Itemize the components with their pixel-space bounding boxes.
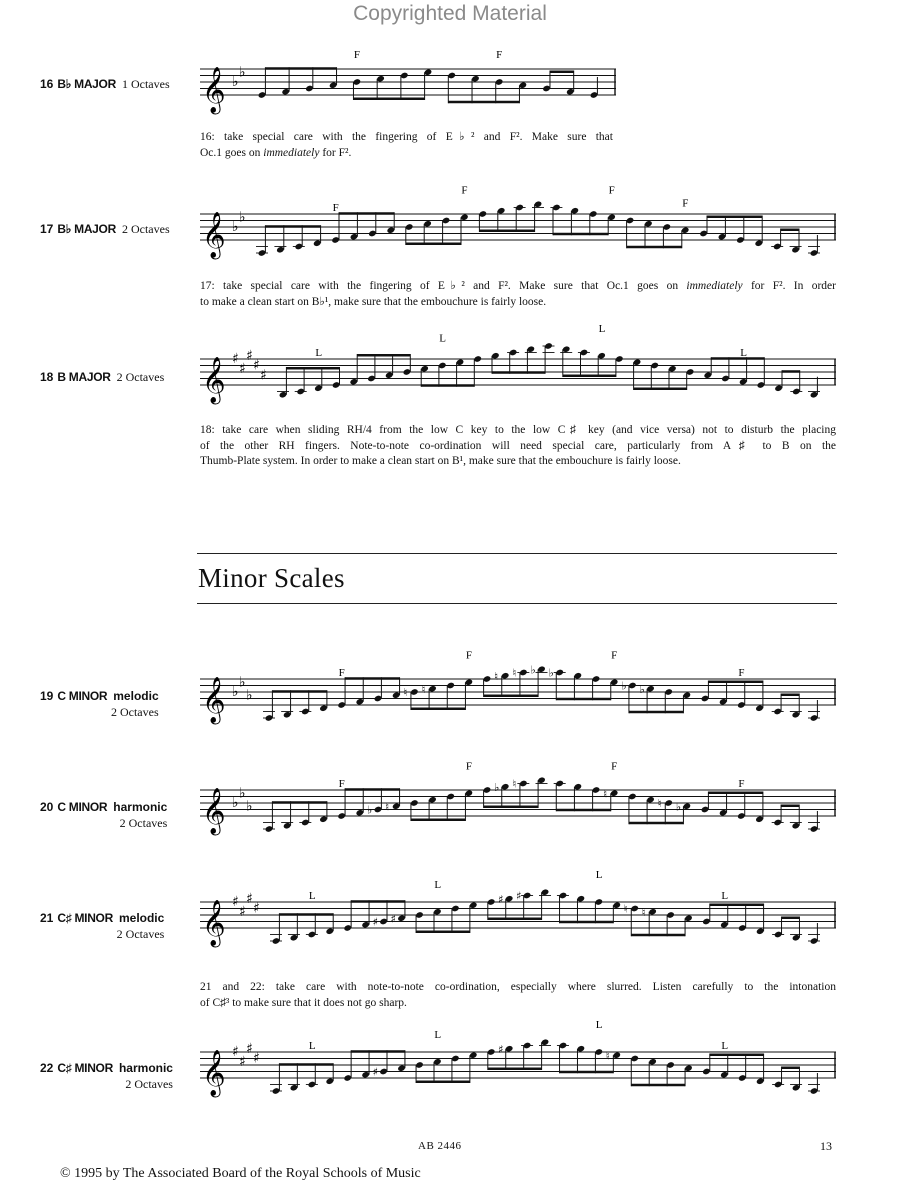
scale-octaves: 2 Octaves (121, 222, 170, 236)
svg-text:♯: ♯ (372, 1065, 378, 1079)
scale-type: harmonic (113, 800, 168, 814)
scale-number: 22 (40, 1061, 54, 1075)
note-17-line-1: 17: take special care with the fingering of E♭² and F². Make sure that Oc.1 goes on immediately for F². In order (200, 280, 836, 292)
fingering-marking: F (682, 197, 689, 210)
svg-text:♭: ♭ (639, 682, 645, 696)
scale-19-label (40, 688, 159, 720)
fingering-marking: L (595, 869, 603, 881)
note-16 (200, 130, 613, 161)
fingering-marking: F (338, 778, 345, 790)
note-21 (200, 980, 836, 1011)
svg-text:♯: ♯ (390, 912, 396, 926)
svg-text:♭: ♭ (367, 803, 373, 817)
notes (270, 1038, 820, 1094)
fingering-marking: L (434, 878, 442, 891)
staff-20 (200, 760, 840, 841)
section-rule-top (197, 553, 837, 554)
staff-22 (200, 1019, 840, 1103)
svg-text:♯: ♯ (498, 892, 504, 906)
svg-text:♮: ♮ (494, 669, 499, 683)
svg-text:♮: ♮ (403, 686, 408, 699)
staff-21 (200, 869, 840, 953)
svg-text:♭: ♭ (239, 785, 246, 802)
copyright-watermark: Copyrighted Material (353, 2, 547, 25)
treble-clef-icon: 𝄞 (202, 212, 226, 258)
staff-17 (200, 184, 840, 265)
staff-19 (200, 649, 840, 730)
scale-number: 17 (40, 222, 54, 236)
scale-octaves: 2 Octaves (116, 370, 165, 384)
svg-text:♮: ♮ (385, 800, 390, 814)
note-18-line-1: 18: take care when sliding RH/4 from the low C key to the low C♯ key (and vice versa) not to disturb the placing (200, 424, 836, 436)
scale-key: C♯ MINOR (57, 911, 113, 925)
staff-18 (200, 322, 840, 410)
treble-clef-icon: 𝄞 (202, 357, 226, 403)
treble-clef-icon: 𝄞 (202, 900, 226, 946)
note-21-line-2: of C♯³ to make sure that it does not go sharp. (200, 996, 407, 1009)
fingering-marking: F (461, 184, 468, 197)
scale-octaves: 2 Octaves (125, 1077, 173, 1091)
svg-text:♯: ♯ (253, 1050, 260, 1067)
svg-text:♯: ♯ (239, 360, 246, 377)
scale-number: 20 (40, 800, 54, 814)
svg-text:♭: ♭ (232, 795, 239, 811)
scale-key: B♭ MAJOR (57, 77, 116, 91)
treble-clef-icon: 𝄞 (202, 67, 226, 113)
svg-text:♯: ♯ (239, 1053, 246, 1070)
fingering-marking: F (611, 760, 618, 773)
notes (270, 888, 820, 944)
svg-text:♮: ♮ (605, 1049, 610, 1063)
scale-type: melodic (113, 689, 159, 703)
scale-octaves: 1 Octaves (121, 77, 170, 91)
svg-text:♭: ♭ (232, 684, 239, 700)
section-rule-bottom (197, 603, 837, 604)
svg-text:♯: ♯ (232, 1044, 239, 1060)
scale-number: 21 (40, 911, 54, 925)
fingering-marking: L (598, 322, 606, 335)
svg-text:♮: ♮ (603, 787, 608, 801)
notes (256, 200, 820, 256)
key-signature (232, 64, 246, 90)
fingering-marking: F (738, 667, 745, 679)
scale-number: 18 (40, 370, 54, 384)
svg-text:♯: ♯ (239, 903, 246, 920)
svg-text:♯: ♯ (246, 347, 253, 364)
note-16-line-1: 16: take special care with the fingering of E♭² and F². Make sure that (200, 131, 613, 143)
page-number: 13 (820, 1139, 832, 1153)
note-16-line-2: Oc.1 goes on immediately for F². (200, 146, 352, 159)
svg-text:♭: ♭ (232, 219, 239, 235)
scale-16-label (40, 75, 170, 93)
svg-text:♭: ♭ (675, 800, 682, 814)
copyright-notice: © 1995 by The Associated Board of the Royal Schools of Music (60, 1166, 421, 1181)
notes (263, 663, 820, 722)
fingering-marking: L (315, 347, 323, 359)
svg-text:♭: ♭ (232, 74, 239, 90)
svg-text:♭: ♭ (530, 663, 536, 677)
svg-text:♮: ♮ (623, 902, 628, 916)
svg-text:♭: ♭ (246, 687, 253, 704)
scale-key: C MINOR (57, 800, 108, 814)
svg-text:♯: ♯ (253, 900, 260, 917)
scale-17-label (40, 220, 170, 238)
fingering-marking: F (608, 184, 615, 197)
treble-clef-icon: 𝄞 (202, 788, 226, 834)
svg-text:♮: ♮ (421, 682, 426, 696)
svg-text:♯: ♯ (498, 1042, 504, 1056)
note-17-line-2: to make a clean start on B♭¹, make sure that the embouchure is fairly loose. (200, 295, 547, 308)
fingering-marking: F (611, 649, 618, 662)
fingering-marking: L (308, 1040, 316, 1052)
svg-text:♯: ♯ (253, 357, 260, 374)
svg-text:♮: ♮ (657, 797, 662, 810)
fingering-marking: F (465, 760, 472, 773)
fingering-marking: F (332, 202, 339, 214)
svg-text:♭: ♭ (494, 780, 500, 794)
fingering-marking: F (353, 49, 360, 61)
note-18-line-3: Thumb-Plate system. In order to make a clean start on B¹, make sure that the embouchure is fairly loose. (200, 455, 681, 467)
scale-number: 19 (40, 689, 54, 703)
svg-text:♯: ♯ (246, 1040, 253, 1057)
note-18-line-2: of the other RH fingers. Note-to-note co-ordination will need special care, particularly from A♯ to B on the (200, 439, 836, 452)
fingering-marking: L (721, 890, 729, 902)
note-21-line-1: 21 and 22: take care with note-to-note co-ordination, especially where slurred. Listen carefully to the intonation (200, 981, 836, 993)
staff-16 (200, 49, 620, 115)
svg-text:♯: ♯ (232, 351, 239, 367)
svg-text:♯: ♯ (246, 890, 253, 907)
key-signature (232, 209, 246, 235)
section-title: Minor Scales (198, 563, 345, 593)
fingering-marking: F (338, 667, 345, 679)
fingering-marking: L (740, 347, 747, 359)
svg-text:♭: ♭ (621, 679, 627, 693)
treble-clef-icon: 𝄞 (202, 1050, 226, 1096)
scale-22-label (40, 1060, 173, 1092)
svg-text:♯: ♯ (260, 367, 267, 384)
scale-number: 16 (40, 77, 54, 91)
treble-clef-icon: 𝄞 (202, 677, 226, 723)
svg-text:♮: ♮ (512, 777, 517, 791)
scale-octaves: 2 Octaves (116, 927, 165, 941)
note-17 (200, 279, 836, 310)
fingering-marking: L (439, 332, 447, 345)
scale-key: B MAJOR (57, 370, 111, 384)
fingering-marking: L (595, 1019, 603, 1031)
svg-text:♭: ♭ (246, 798, 253, 815)
scale-20-label (40, 799, 167, 831)
notes (263, 776, 820, 832)
publication-code: AB 2446 (418, 1140, 462, 1152)
scale-key: B♭ MAJOR (57, 222, 116, 236)
svg-text:♯: ♯ (516, 889, 522, 903)
scale-octaves: 2 Octaves (119, 816, 168, 830)
fingering-marking: L (721, 1040, 729, 1052)
notes (277, 342, 820, 398)
notes (258, 67, 599, 103)
fingering-marking: F (496, 49, 503, 61)
fingering-marking: F (738, 778, 745, 790)
svg-text:♯: ♯ (372, 915, 378, 929)
fingering-marking: L (308, 890, 316, 902)
svg-text:♭: ♭ (239, 64, 246, 81)
scale-key: C♯ MINOR (57, 1061, 113, 1075)
fingering-marking: L (434, 1028, 442, 1041)
scale-type: melodic (118, 911, 165, 925)
scale-21-label (40, 910, 164, 942)
scale-octaves: 2 Octaves (110, 705, 159, 719)
scale-18-label (40, 368, 164, 386)
svg-text:♮: ♮ (512, 666, 517, 680)
scale-key: C MINOR (57, 689, 108, 703)
fingering-marking: F (465, 649, 472, 662)
scale-type: harmonic (118, 1061, 173, 1075)
svg-text:♭: ♭ (239, 209, 246, 226)
svg-text:♭: ♭ (548, 666, 554, 680)
svg-text:♭: ♭ (239, 674, 246, 691)
svg-text:♮: ♮ (641, 905, 646, 919)
svg-text:♯: ♯ (232, 894, 239, 910)
note-18 (200, 423, 836, 470)
